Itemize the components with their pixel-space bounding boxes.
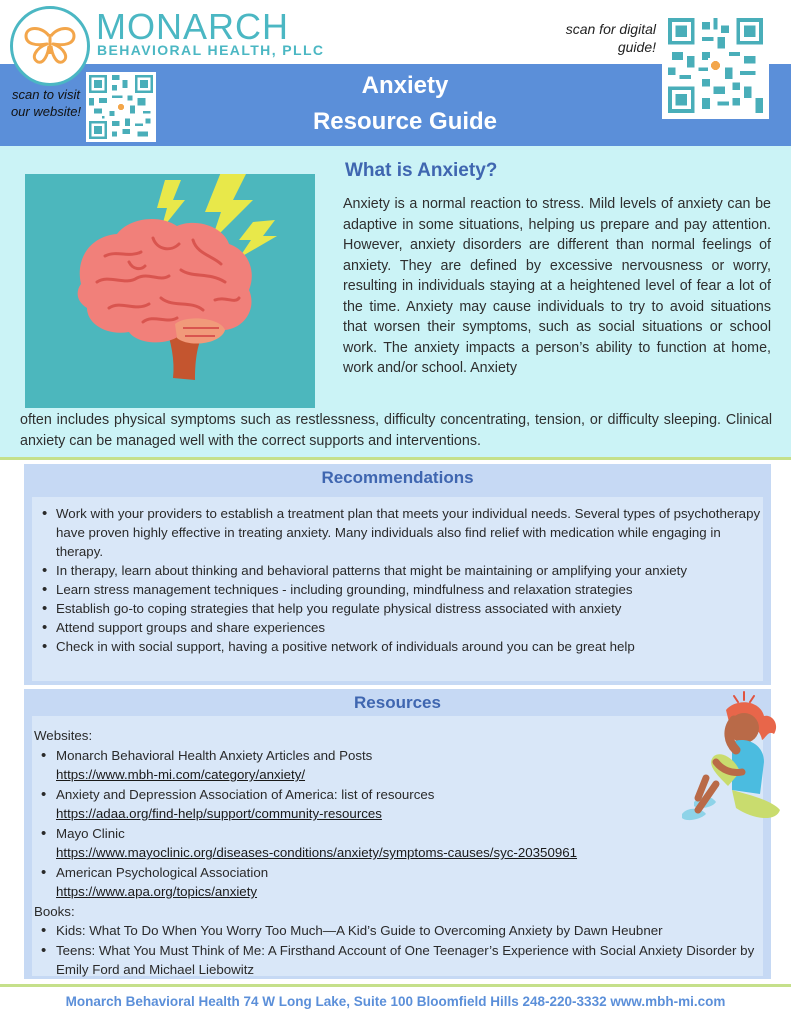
website-item [34, 824, 764, 863]
books-label: Books: [34, 903, 75, 919]
website-item [34, 785, 764, 824]
book-item: • Teens: What You Must Think of Me: A Firsthand Account of One Teenager’s Experience with Social Anxiety Disorder by Emily Ford and Michael Liebowitz [34, 941, 764, 980]
recommendation-item: • Learn stress management techniques - including grounding, mindfulness and relaxation strategies [40, 580, 762, 599]
website-item [34, 863, 764, 902]
brand-name: MONARCH [96, 6, 289, 47]
website-link[interactable]: https://www.apa.org/topics/anxiety [56, 884, 258, 899]
website-name: Mayo Clinic [56, 825, 125, 841]
recommendation-item: • In therapy, learn about thinking and behavioral patterns that might be maintaining or amplifying your anxiety [40, 561, 762, 580]
recommendations-list [40, 504, 762, 656]
books-list [34, 921, 764, 980]
website-name: American Psychological Association [56, 864, 269, 880]
qr-code-icon [668, 18, 763, 113]
qr-code-icon [89, 75, 153, 139]
what-is-anxiety-paragraph-continued: often includes physical symptoms such as restlessness, difficulty concentrating, tension, or difficulty sleeping. Clinical anxiety can be managed well with the correct supports and interventions. [20, 412, 772, 449]
website-link[interactable]: https://www.mbh-mi.com/category/anxiety/ [56, 767, 306, 782]
anxious-girl-illustration [676, 690, 784, 826]
book-item: • Kids: What To Do When You Worry Too Much—A Kid’s Guide to Overcoming Anxiety by Dawn Heubner [34, 921, 764, 941]
brand-subtitle: BEHAVIORAL HEALTH, PLLC [97, 42, 325, 58]
what-is-anxiety-paragraph: Anxiety is a normal reaction to stress. Mild levels of anxiety can be adaptive in some situations, helping us prepare and pay attention. However, anxiety disorders are different than normal feelings of anxiety. They are defined by excessive nervousness or worry, resulting in individuals staying at a heightened level of fear a lot of the time. Anxiety may cause individuals to try to avoid situations that worsen their symptoms, such as social situations or school work. The anxiety impacts a person’s ability to function at home, work and/or school. Anxiety [343, 196, 771, 376]
brain-icon [25, 174, 315, 408]
butterfly-icon [22, 24, 78, 68]
recommendation-item: • Work with your providers to establish a treatment plan that meets your individual needs. Several types of psychotherapy have proven highly effective in treating anxiety. Many individuals also find relief with medication while engaging in therapy. [40, 504, 762, 561]
website-name: Monarch Behavioral Health Anxiety Articles and Posts [56, 747, 373, 763]
scan-digital-caption: scan for digital guide! [565, 21, 656, 55]
page-title-line1: Anxiety [361, 72, 449, 99]
footer-divider [0, 984, 791, 987]
recommendation-item: • Attend support groups and share experiences [40, 618, 762, 637]
scan-website-caption: scan to visit our website! [10, 87, 82, 119]
section-divider [0, 457, 791, 460]
anxious-girl-icon [676, 690, 784, 826]
resources-heading: Resources [354, 693, 441, 712]
websites-list [34, 746, 764, 902]
what-is-anxiety-heading: What is Anxiety? [345, 160, 498, 181]
page-title-line2: Resource Guide [312, 108, 498, 135]
lightning-icon [239, 220, 277, 258]
brain-lightning-illustration [25, 174, 315, 408]
websites-label: Websites: [34, 728, 93, 743]
website-link[interactable]: https://adaa.org/find-help/support/community-resources [56, 806, 382, 821]
recommendation-item: • Establish go-to coping strategies that help you regulate physical distress associated with anxiety [40, 599, 762, 618]
website-link[interactable]: https://www.mayoclinic.org/diseases-conditions/anxiety/symptoms-causes/syc-20350961 [56, 845, 578, 860]
website-name: Anxiety and Depression Association of America: list of resources [56, 786, 435, 802]
recommendations-heading: Recommendations [321, 468, 474, 487]
qr-code-website[interactable] [86, 72, 156, 142]
qr-code-digital-guide[interactable] [662, 12, 769, 119]
recommendation-item: • Check in with social support, having a positive network of individuals around you can be great help [40, 637, 762, 656]
resources-body [34, 726, 764, 980]
footer-contact: Monarch Behavioral Health 74 W Long Lake, Suite 100 Bloomfield Hills 248-220-3332 www.mbh-mi.com [65, 994, 726, 1009]
logo [10, 6, 90, 86]
website-item [34, 746, 764, 785]
